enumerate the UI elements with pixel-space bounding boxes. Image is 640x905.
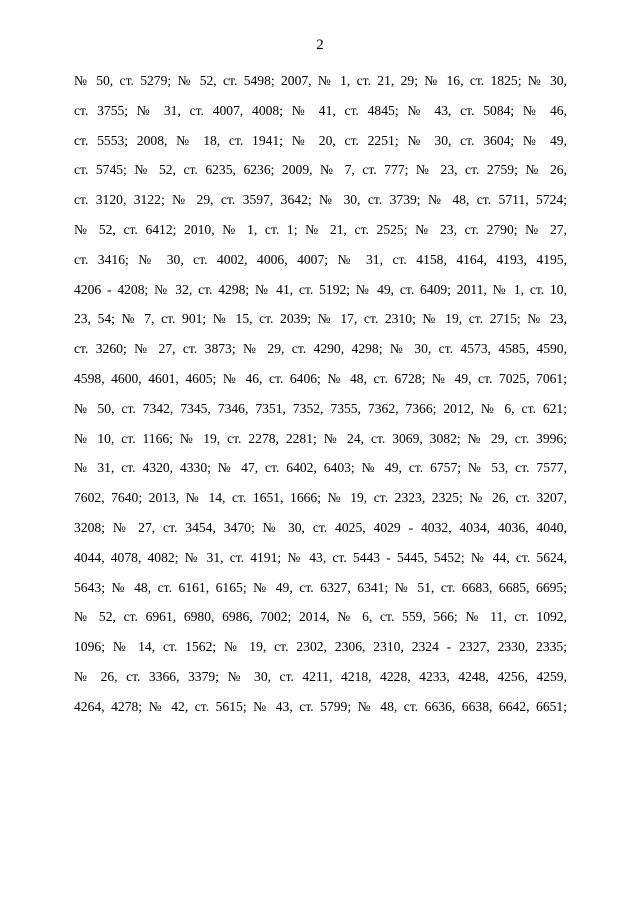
text-line: 23, 54; № 7, ст. 901; № 15, ст. 2039; № 17, ст. 2310; № 19, ст. 2715; № 23, (74, 311, 567, 327)
text-line: ст. 3120, 3122; № 29, ст. 3597, 3642; № 30, ст. 3739; № 48, ст. 5711, 5724; (74, 192, 567, 208)
text-line: ст. 3755; № 31, ст. 4007, 4008; № 41, ст. 4845; № 43, ст. 5084; № 46, (74, 102, 567, 118)
text-line: 4598, 4600, 4601, 4605; № 46, ст. 6406; № 48, ст. 6728; № 49, ст. 7025, 7061; (74, 370, 567, 386)
text-line: № 31, ст. 4320, 4330; № 47, ст. 6402, 6403; № 49, ст. 6757; № 53, ст. 7577, (74, 460, 567, 476)
text-line: 5643; № 48, ст. 6161, 6165; № 49, ст. 6327, 6341; № 51, ст. 6683, 6685, 6695; (74, 579, 567, 595)
text-line: 4264, 4278; № 42, ст. 5615; № 43, ст. 5799; № 48, ст. 6636, 6638, 6642, 6651; (74, 698, 567, 714)
text-line: № 10, ст. 1166; № 19, ст. 2278, 2281; № 24, ст. 3069, 3082; № 29, ст. 3996; (74, 430, 567, 446)
text-line: 3208; № 27, ст. 3454, 3470; № 30, ст. 4025, 4029 - 4032, 4034, 4036, 4040, (74, 519, 567, 535)
text-line: № 52, ст. 6961, 6980, 6986, 7002; 2014, № 6, ст. 559, 566; № 11, ст. 1092, (74, 609, 567, 625)
document-body (74, 72, 567, 728)
text-line: 4044, 4078, 4082; № 31, ст. 4191; № 43, ст. 5443 - 5445, 5452; № 44, ст. 5624, (74, 549, 567, 565)
text-line: 1096; № 14, ст. 1562; № 19, ст. 2302, 2306, 2310, 2324 - 2327, 2330, 2335; (74, 639, 567, 655)
page-number: 2 (316, 37, 324, 53)
text-line: № 50, ст. 7342, 7345, 7346, 7351, 7352, 7355, 7362, 7366; 2012, № 6, ст. 621; (74, 400, 567, 416)
text-line: № 52, ст. 6412; 2010, № 1, ст. 1; № 21, ст. 2525; № 23, ст. 2790; № 27, (74, 221, 567, 237)
text-line: № 26, ст. 3366, 3379; № 30, ст. 4211, 4218, 4228, 4233, 4248, 4256, 4259, (74, 668, 567, 684)
text-line: ст. 3416; № 30, ст. 4002, 4006, 4007; № 31, ст. 4158, 4164, 4193, 4195, (74, 251, 567, 267)
text-line: № 50, ст. 5279; № 52, ст. 5498; 2007, № 1, ст. 21, 29; № 16, ст. 1825; № 30, (74, 73, 567, 88)
text-line: ст. 5745; № 52, ст. 6235, 6236; 2009, № 7, ст. 777; № 23, ст. 2759; № 26, (74, 162, 567, 178)
text-line: ст. 5553; 2008, № 18, ст. 1941; № 20, ст. 2251; № 30, ст. 3604; № 49, (74, 132, 567, 148)
text-line: ст. 3260; № 27, ст. 3873; № 29, ст. 4290, 4298; № 30, ст. 4573, 4585, 4590, (74, 341, 567, 357)
text-line: 7602, 7640; 2013, № 14, ст. 1651, 1666; № 19, ст. 2323, 2325; № 26, ст. 3207, (74, 490, 567, 506)
text-line: 4206 - 4208; № 32, ст. 4298; № 41, ст. 5192; № 49, ст. 6409; 2011, № 1, ст. 10, (74, 281, 567, 297)
